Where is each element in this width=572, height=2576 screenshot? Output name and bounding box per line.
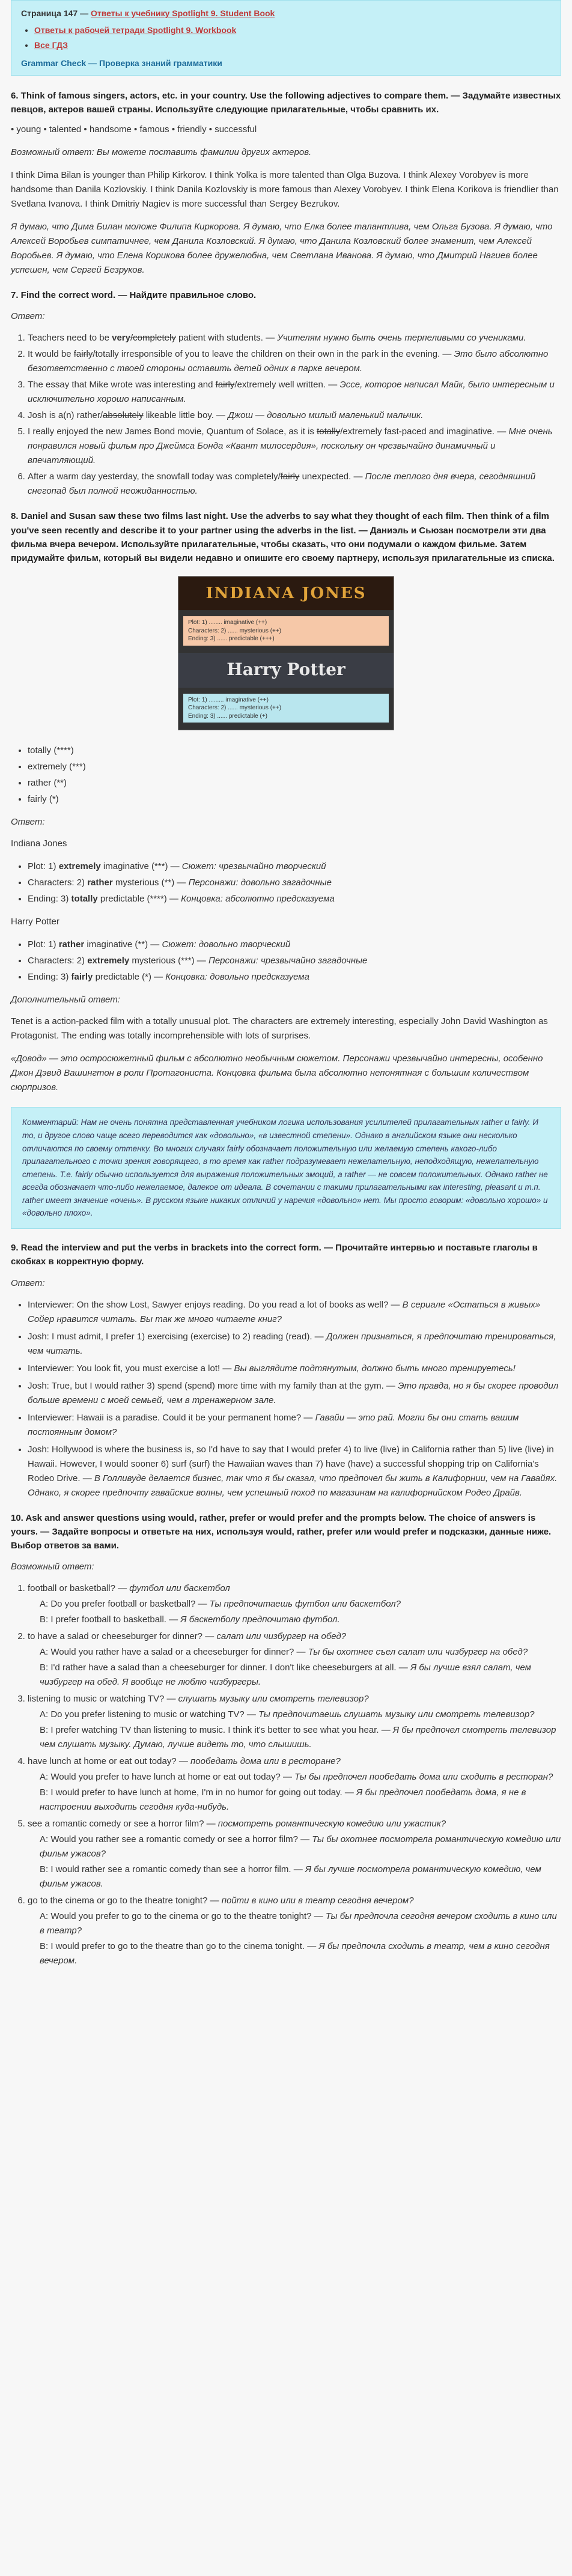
exercise-6-answer-en: I think Dima Bilan is younger than Philip Kirkorov. I think Yolka is more talented than Olga Buzova. I think Alexey Vorobyev is more handsome than Danila Kozlovskiy. I think Danila Kozlovskiy is more famous than Alexey Vorobyev. I think Elena Korikova is friendlier than Svetlana Ivanova. I think Dmitriy Nagiev is more successful than Sergey Bezrukov. — [11, 170, 559, 210]
prompt — [28, 1894, 561, 1908]
answer-text: B: I prefer watching TV than listening to music. I think it's better to see what you hear. — — [40, 1725, 393, 1736]
item-text: /extremely fast-paced and imaginative. — — [340, 426, 509, 437]
answer-text: B: I would rather see a romantic comedy than see a horror film. — — [40, 1864, 305, 1875]
answer-a — [40, 1597, 561, 1611]
list-item — [28, 378, 561, 407]
dialog-line — [28, 1362, 561, 1376]
extra-answer-label: Дополнительный ответ: — [11, 995, 120, 1005]
list-item — [28, 938, 561, 952]
card-line: Ending: 3) ...... predictable (+) — [188, 712, 268, 720]
list-item — [28, 408, 561, 423]
dialog-line — [28, 1443, 561, 1500]
item-text: Characters: 2) — [28, 956, 88, 966]
exercise-7-title: 7. Find the correct word. — Найдите правильное слово. — [11, 290, 257, 301]
film1-title: Indiana Jones — [11, 838, 67, 849]
translation: слушать музыку или смотреть телевизор? — [178, 1694, 369, 1705]
translation: посмотреть романтическую комедию или ужастик? — [218, 1819, 446, 1829]
item-text: I really enjoyed the new James Bond movie, Quantum of Solace, as it is — [28, 426, 317, 437]
list-item — [28, 859, 561, 874]
item-text: The essay that Mike wrote was interesting and — [28, 380, 216, 390]
struck-word: totally — [317, 426, 341, 437]
list-item — [28, 1894, 561, 1968]
film1-answers — [11, 859, 561, 906]
translation: После теплого дня вчера, сегодняшний снегопад был полной неожиданностью. — [28, 471, 536, 497]
film2-card — [183, 694, 389, 723]
card-line: Characters: 2) ...... mysterious (++) — [188, 705, 282, 712]
answer-b — [40, 1661, 561, 1690]
struck-word: fairly — [73, 349, 93, 360]
prompt-text: to have a salad or cheeseburger for dinner? — — [28, 1631, 217, 1642]
list-item: • extremely (***) — [28, 760, 561, 774]
answer-text: B: I would prefer to go to the theatre than go to the cinema tonight. — — [40, 1941, 319, 1952]
translation: салат или чизбургер на обед? — [216, 1631, 347, 1642]
translation: Учителям нужно быть очень терпеливыми со учениками. — [277, 333, 526, 344]
struck-word: fairly — [280, 471, 300, 482]
comment-box: Комментарий: Нам не очень понятна представленная учебником логика использования усилителей прилагательных rather и fairly. И то, и другое слово чаще всего переводится как «довольно», «в известной степени». Однако в английском языке они несколько отличаются по своему оттенку. Во многих случаях fairly обозначает положительную или желаемую степень какого-либо прилагательного с точки зрения говорящего, в то время как rather подразумевает нежелательную, неподходящую, нежелательную степень. Т.е. fairly обычно используется для выражения положительных эмоций, а rather — не совсем положительных. Однако rather не всегда обозначает что-либо нежелаемое, далекое от идеала. В сочетании с такими прилагательными как interesting, pleasant и т.п. rather имеет значение «очень». В русском языке никаких отличий у наречия «довольно» нет. Мы просто говорим: «довольно хорошо» и «довольно плохо». — [11, 1107, 561, 1229]
breadcrumb-prefix: Страница 147 — — [21, 8, 89, 18]
exercise-10-title: 10. Ask and answer questions using would, rather, prefer or would prefer and the prompts below. The choice of answers is yours. — Задайте вопросы и ответьте на них, используя would, rather, prefer или would prefer и подсказки, данные ниже. Выбор ответов за вами. — [11, 1512, 552, 1551]
workbook-link[interactable]: Ответы к рабочей тетради Spotlight 9. Workbook — [34, 25, 237, 35]
answer-b — [40, 1786, 561, 1814]
answer-text: A: Do you prefer football or basketball? — — [40, 1599, 210, 1610]
item-text: /totally irresponsible of you to leave the children on their own in the park in the evening. — — [93, 349, 454, 360]
adjectives-list: • young • talented • handsome • famous • friendly • successful — [11, 124, 257, 135]
exercise-9-title: 9. Read the interview and put the verbs in brackets into the correct form. — Прочитайте интервью и поставьте глаголы в скобках в корректную форму. — [11, 1243, 538, 1267]
links-list — [21, 23, 551, 52]
translation: Персонажи: чрезвычайно загадочные — [208, 956, 368, 966]
prompt-text: listening to music or watching TV? — — [28, 1694, 178, 1705]
translation: Сюжет: довольно творческий — [162, 939, 291, 950]
answer-text: A: Would you rather have a salad or a cheeseburger for dinner? — — [40, 1647, 308, 1658]
translation: Это правда, но я бы скорее проводил больше времени с моей семьей, чем в тренажерном зале. — [28, 1380, 559, 1405]
struck-word: /completely — [130, 333, 176, 344]
line-text: Josh: Hollywood is where the business is, so I'd have to say that I would prefer 4) to live (live) in California rather than 5) live (live) in Hawaii. However, I would sooner 6) surf (surf) the Hawaiian waves than 7) have (have) a successful shopping trip on California's Rodeo Drive. — — [28, 1444, 554, 1483]
item-text: patient with students. — — [175, 333, 278, 344]
adverb: extremely — [58, 861, 101, 872]
translation: Мне очень понравился новый фильм про Джеймса Бонда «Квант милосердия», поскольку он чрезвычайно динамичный и впечатляющий. — [28, 426, 553, 466]
list-item — [28, 425, 561, 468]
translation: Ты бы охотнее съел салат или чизбургер на обед? — [308, 1647, 528, 1658]
grammar-check-title: Grammar Check — Проверка знаний грамматики — [21, 58, 222, 68]
answer-label: Ответ: — [11, 817, 45, 828]
line-text: Josh: I must admit, I prefer 1) exercising (exercise) to 2) reading (read). — — [28, 1331, 326, 1342]
item-text: predictable (*) — — [93, 972, 166, 983]
list-item — [28, 876, 561, 890]
translation: футбол или баскетбол — [129, 1583, 230, 1594]
translation: Я бы предпочла сходить в театр, чем в кино сегодня вечером. — [40, 1941, 550, 1966]
translation: Персонажи: довольно загадочные — [188, 877, 332, 888]
prompt-text: see a romantic comedy or see a horror film? — — [28, 1819, 218, 1829]
adverb: totally — [71, 894, 98, 905]
translation: Я бы лучше взял салат, чем чизбургер на обед. Я вообще не люблю чизбургеры. — [40, 1662, 531, 1688]
dialog-line — [28, 1330, 561, 1359]
translation: В Голливуде делается бизнес, так что я бы сказал, что предпочел бы жить в Калифорнии, чем на Гавайях. Однако, я скорее предпочту гавайские волны, чем успешный поход по магазинам на калифорнийском Родео Драйв. — [28, 1473, 558, 1498]
item-text: It would be — [28, 349, 74, 360]
item-text: Characters: 2) — [28, 877, 88, 888]
card-line: Plot: 1) ........ imaginative (++) — [188, 619, 267, 626]
translation: Я бы предпочел пообедать дома, я не в настроении выходить сегодня куда-нибудь. — [40, 1787, 526, 1813]
indiana-jones-logo: INDIANA JONES — [178, 577, 394, 610]
translation: Концовка: довольно предсказуема — [165, 972, 309, 983]
all-gdz-link[interactable]: Все ГДЗ — [34, 40, 68, 50]
answer-a — [40, 1909, 561, 1938]
translation: Я бы предпочел смотреть телевизор чем слушать музыку. Думаю, лучше видеть то, что слышишь. — [40, 1725, 556, 1750]
prompt-text: go to the cinema or go to the theatre tonight? — — [28, 1896, 222, 1906]
translation: Сюжет: чрезвычайно творческий — [181, 861, 326, 872]
correct-word: very — [112, 333, 130, 344]
list-item: • totally (****) — [28, 744, 561, 758]
list-item — [28, 470, 561, 499]
translation: Эссе, которое написал Майк, было интересным и исключительно хорошо написанным. — [28, 380, 555, 405]
prompt-text: football or basketball? — — [28, 1583, 130, 1594]
adverb: fairly — [71, 972, 93, 983]
translation: Концовка: абсолютно предсказуема — [181, 894, 335, 905]
answer-a — [40, 1708, 561, 1722]
translation: пообедать дома или в ресторане? — [190, 1756, 341, 1767]
line-text: Josh: True, but I would rather 3) spend (spend) more time with my family than at the gym. — — [28, 1380, 398, 1391]
answer-text: A: Would you prefer to go to the cinema or go to the theatre tonight? — — [40, 1911, 326, 1922]
exercise-10-list — [11, 1581, 561, 1968]
list-item: • fairly (*) — [28, 792, 561, 807]
answer-label: Возможный ответ: — [11, 1562, 94, 1572]
answer-a — [40, 1770, 561, 1784]
item-text: After a warm day yesterday, the snowfall today was completely/ — [28, 471, 281, 482]
item-text: imaginative (**) — — [84, 939, 162, 950]
item-text: imaginative (***) — — [100, 861, 182, 872]
list-item — [28, 892, 561, 906]
list-item — [28, 970, 561, 984]
translation: В сериале «Остаться в живых» Сойер нравится читать. Вы так же много читаете книг? — [28, 1299, 541, 1324]
prompt — [28, 1629, 561, 1644]
film2-title: Harry Potter — [11, 917, 59, 927]
translation: Ты бы предпочла сегодня вечером сходить в кино или в театр? — [40, 1911, 557, 1936]
item-text: Plot: 1) — [28, 939, 59, 950]
answer-text: B: I prefer football to basketball. — — [40, 1614, 181, 1625]
exercise-7-list — [11, 331, 561, 499]
film1-card — [183, 616, 389, 646]
exercise-6-title: 6. Think of famous singers, actors, etc. in your country. Use the following adjectives to compare them. — Задумайте известных певцов, актеров вашей страны. Используйте следующие прилагательные, чтобы сравнить их. — [11, 90, 561, 115]
answer-label: Ответ: — [11, 311, 45, 322]
list-item — [28, 954, 561, 968]
exercise-6-answer-ru: Я думаю, что Дима Билан моложе Филипа Киркорова. Я думаю, что Елка более талантлива, чем Ольга Бузова. Я думаю, что Алексей Воробьев симпатичнее, чем Данила Козловский. Я думаю, что Данила Козловский более знаменит, чем Алексей Воробьев. Я думаю, что Елена Корикова более дружелюбна, чем Светлана Иванова. Я думаю, что Дмитрий Нагиев более успешен, чем Сергей Безруков. — [11, 222, 553, 276]
interview-list — [11, 1298, 561, 1500]
adverb: rather — [87, 877, 113, 888]
item-text: Ending: 3) — [28, 894, 72, 905]
exercise-8-title: 8. Daniel and Susan saw these two films last night. Use the adverbs to say what they thought of each film. Then think of a film you've seen recently and describe it to your partner using the adverbs in the list. — Даниэль и Сьюзан посмотрели эти два фильма вчера вечером. Используйте прилагательные, чтобы сказать, что они подумали о каждом фильме. Затем придумайте фильм, который вы видели недавно и опишите его своему партнеру, используя прилагательные из списка. — [11, 511, 555, 564]
translation: Это было абсолютно безответственно с твоей стороны оставить детей одних в парке вечером. — [28, 349, 549, 374]
translation: Ты предпочитаешь футбол или баскетбол? — [209, 1599, 401, 1610]
adverbs-list — [11, 744, 561, 807]
extra-answer-ru: «Довод» — это остросюжетный фильм с абсолютно необычным сюжетом. Персонажи чрезвычайно интересны, особенно Джон Дэвид Вашингтон в роли Протагониста. Концовка фильма была абсолютно непонятная с большим количеством сюрпризов. — [11, 1053, 543, 1093]
harry-potter-logo: Harry Potter — [178, 653, 394, 688]
list-item — [34, 23, 551, 37]
film2-answers — [11, 938, 561, 984]
item-text: Plot: 1) — [28, 861, 59, 872]
answer-b — [40, 1862, 561, 1891]
card-line: Plot: 1) ......... imaginative (++) — [188, 696, 269, 703]
prompt-text: have lunch at home or eat out today? — — [28, 1756, 191, 1767]
answer-b — [40, 1939, 561, 1968]
list-item — [34, 38, 551, 52]
translation: Я баскетболу предпочитаю футбол. — [180, 1614, 340, 1625]
prompt — [28, 1817, 561, 1831]
answer-b — [40, 1613, 561, 1627]
answer-a — [40, 1645, 561, 1659]
list-item — [28, 1754, 561, 1814]
struck-word: absolutely — [103, 410, 144, 421]
answer-text: A: Would you prefer to have lunch at home or eat out today? — — [40, 1772, 295, 1783]
translation: пойти в кино или в театр сегодня вечером? — [221, 1896, 414, 1906]
extra-answer-en: Tenet is a action-packed film with a totally unusual plot. The characters are extremely interesting, especially John David Washington as Protagonist. The ending was totally incomprehensible with lots of surprises. — [11, 1016, 548, 1041]
adverb: extremely — [87, 956, 130, 966]
possible-answer-note: Возможный ответ: Вы можете поставить фамилии других актеров. — [11, 147, 312, 158]
translation: Ты бы предпочел пообедать дома или сходить в ресторан? — [294, 1772, 553, 1783]
student-book-link[interactable]: Ответы к учебнику Spotlight 9. Student Book — [90, 8, 275, 18]
breadcrumb — [21, 7, 551, 20]
answer-text: A: Would you rather see a romantic comedy or see a horror film? — — [40, 1834, 312, 1845]
line-text: Interviewer: You look fit, you must exercise a lot! — — [28, 1363, 234, 1374]
list-item: • rather (**) — [28, 776, 561, 790]
answer-text: B: I would prefer to have lunch at home, I'm in no humor for going out today. — — [40, 1787, 357, 1798]
list-item — [28, 1629, 561, 1690]
translation: Ты бы охотнее посмотрела романтическую комедию или фильм ужасов? — [40, 1834, 561, 1859]
answer-text: B: I'd rather have a salad than a cheeseburger for dinner. I don't like cheeseburgers at all. — — [40, 1662, 410, 1673]
translation: Ты предпочитаешь слушать музыку или смотреть телевизор? — [258, 1709, 535, 1720]
answer-label: Ответ: — [11, 1277, 45, 1288]
translation: Гавайи — это рай. Могли бы они стать вашим постоянным домом? — [28, 1412, 519, 1437]
line-text: Interviewer: On the show Lost, Sawyer enjoys reading. Do you read a lot of books as well? — — [28, 1299, 403, 1310]
item-text: unexpected. — — [299, 471, 365, 482]
films-poster-image — [178, 576, 394, 730]
item-text: Ending: 3) — [28, 972, 72, 983]
translation: Я бы лучше посмотрела романтическую комедию, чем фильм ужасов. — [40, 1864, 541, 1890]
list-item — [28, 347, 561, 376]
prompt — [28, 1692, 561, 1706]
item-text: Teachers need to be — [28, 333, 112, 344]
navigation-box — [11, 0, 561, 76]
item-text: likeable little boy. — — [143, 410, 228, 421]
card-line: Ending: 3) ...... predictable (+++) — [188, 635, 275, 643]
card-line: Characters: 2) ...... mysterious (++) — [188, 627, 282, 634]
translation: Вы выглядите подтянутым, должно быть много тренируетесь! — [234, 1363, 516, 1374]
list-item — [28, 1581, 561, 1627]
item-text: predictable (****) — — [97, 894, 181, 905]
translation: Джош — довольно милый маленький мальчик. — [228, 410, 424, 421]
answer-b — [40, 1723, 561, 1752]
item-text: mysterious (**) — — [112, 877, 189, 888]
line-text: Interviewer: Hawaii is a paradise. Could it be your permanent home? — — [28, 1412, 315, 1423]
dialog-line — [28, 1411, 561, 1440]
item-text: /extremely well written. — — [234, 380, 340, 390]
answer-text: A: Do you prefer listening to music or watching TV? — — [40, 1709, 259, 1720]
item-text: mysterious (***) — — [129, 956, 208, 966]
dialog-line — [28, 1379, 561, 1408]
prompt — [28, 1581, 561, 1596]
struck-word: fairly — [215, 380, 235, 390]
answer-a — [40, 1832, 561, 1861]
prompt — [28, 1754, 561, 1769]
item-text: Josh is a(n) rather/ — [28, 410, 103, 421]
list-item — [28, 331, 561, 345]
list-item — [28, 1692, 561, 1752]
translation: Должен признаться, я предпочитаю тренироваться, чем читать. — [28, 1331, 556, 1356]
list-item — [28, 1817, 561, 1891]
adverb: rather — [58, 939, 85, 950]
dialog-line — [28, 1298, 561, 1327]
